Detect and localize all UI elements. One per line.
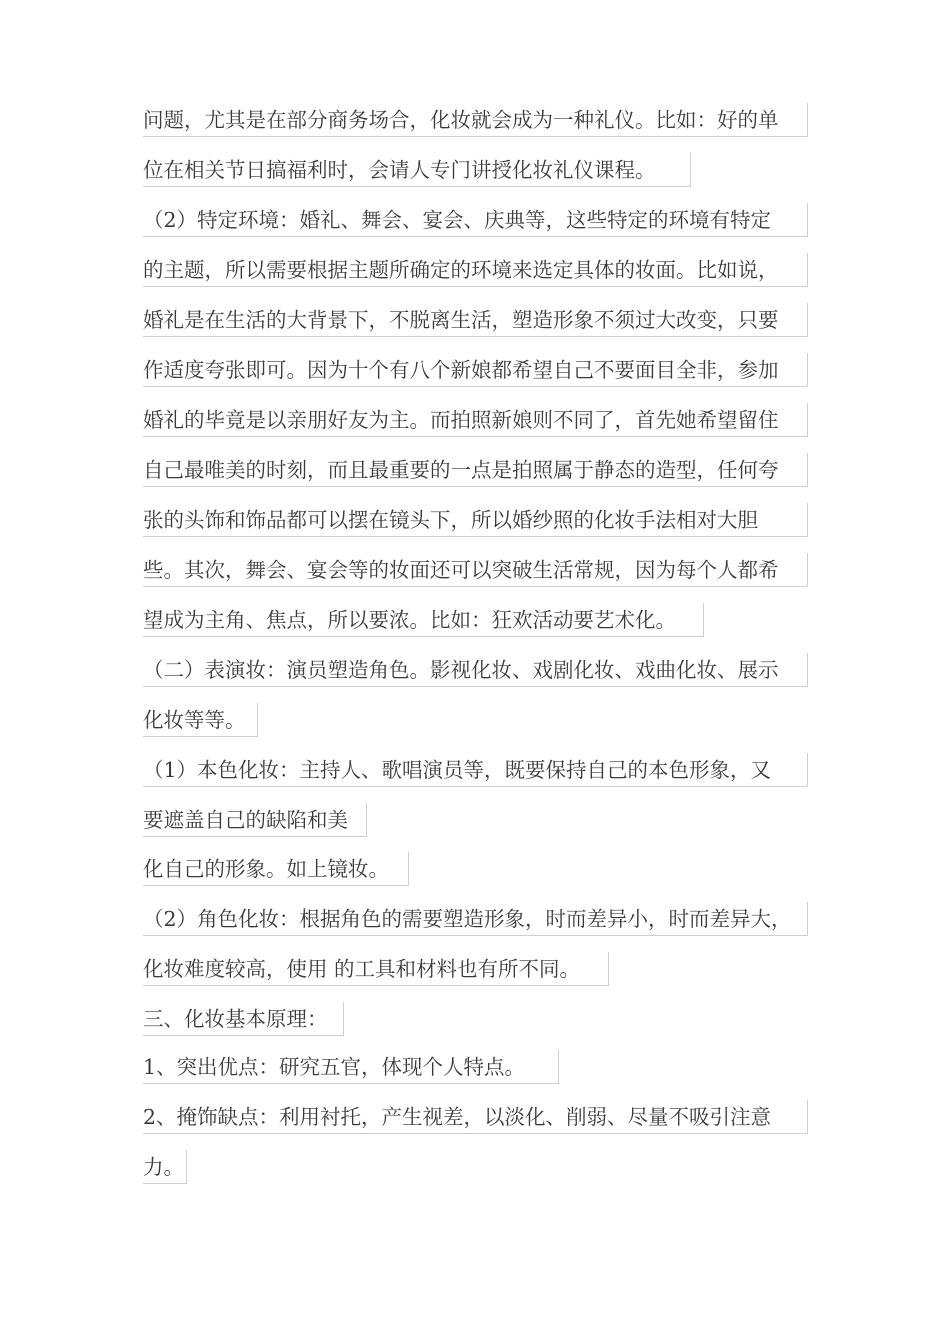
text-line: 要遮盖自己的缺陷和美 [143,803,367,837]
text-line: 婚礼的毕竟是以亲朋好友为主。而拍照新娘则不同了，首先她希望留住 [143,403,808,437]
text-line: 力。 [143,1150,187,1184]
text-line: 位在相关节日搞福利时，会请人专门讲授化妆礼仪课程。 [143,153,691,187]
text-line: 化妆等等。 [143,703,258,737]
text-line: 自己最唯美的时刻，而且最重要的一点是拍照属于静态的造型，任何夸 [143,453,808,487]
text-line: （2）角色化妆：根据角色的需要塑造形象，时而差异小，时而差异大， [143,902,808,936]
text-line: 作适度夸张即可。因为十个有八个新娘都希望自己不要面目全非，参加 [143,353,808,387]
text-line: 问题，尤其是在部分商务场合，化妆就会成为一种礼仪。比如：好的单 [143,103,808,137]
text-line: 化妆难度较高，使用 的工具和材料也有所不同。 [143,952,609,986]
text-line: 婚礼是在生活的大背景下，不脱离生活，塑造形象不须过大改变，只要 [143,303,808,337]
section-heading: 三、化妆基本原理： [143,1002,344,1036]
text-line: 些。其次，舞会、宴会等的妆面还可以突破生活常规，因为每个人都希 [143,553,808,587]
text-line: 张的头饰和饰品都可以摆在镜头下，所以婚纱照的化妆手法相对大胆 [143,503,808,537]
text-line: 望成为主角、焦点，所以要浓。比如：狂欢活动要艺术化。 [143,603,704,637]
list-item: 1、突出优点：研究五官，体现个人特点。 [143,1050,559,1084]
text-line: 的主题，所以需要根据主题所确定的环境来选定具体的妆面。比如说， [143,253,808,287]
text-line: 化自己的形象。如上镜妆。 [143,852,409,886]
text-line: （1）本色化妆：主持人、歌唱演员等，既要保持自己的本色形象，又 [143,753,808,787]
text-line: （2）特定环境：婚礼、舞会、宴会、庆典等，这些特定的环境有特定 [143,203,808,237]
list-item: 2、掩饰缺点：利用衬托，产生视差，以淡化、削弱、尽量不吸引注意 [143,1100,808,1134]
text-line: （二）表演妆：演员塑造角色。影视化妆、戏剧化妆、戏曲化妆、展示 [143,653,808,687]
